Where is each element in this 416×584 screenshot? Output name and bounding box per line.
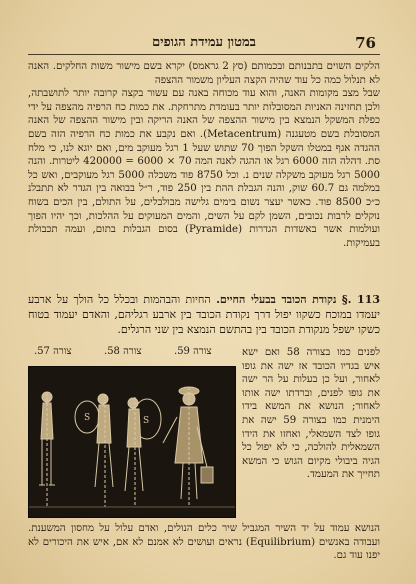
page-number: 76 bbox=[355, 34, 376, 52]
figure-side-text: לפנים כמו בצורה 58 ואם ישא איש בגדיו הכובד אז ישה את גופו לאחור, ועל כן בעלות על הר ישה את גופו לפנים, וברדתו ישה אותו לאחור; הנושא את המשא בידו הימנית כמו בצורה 59 ישה את גופו לצד השמאלי, ואחזו את הידו השמאלית להולכה, כי לא יפול כל הגיה ביבולי מקיום הגוש כי המשא תחייך את המעמד. bbox=[242, 347, 380, 481]
figure-caption-57: צורה 57. bbox=[34, 346, 72, 357]
figure-illustration bbox=[29, 367, 235, 517]
main-text-block bbox=[28, 60, 380, 286]
paragraph: הלקים השוים בתבנותם ובכמותם (סץ 2 גראמס) יקרא בשם מישור משות החלקים. האנה לא תנלול כמה כל עוד שהיה הקצה העליון משמור ההצפה bbox=[28, 61, 380, 86]
section-heading: נקודת הכובד בבעלי החיים. bbox=[216, 293, 337, 306]
figure-caption-58: צורה 58. bbox=[104, 346, 142, 357]
running-head: במטון עמידת הגופים bbox=[152, 35, 256, 50]
section-113 bbox=[28, 292, 380, 340]
page-header bbox=[28, 32, 380, 55]
closing-text: הנושא עמוד על יד השיר המגביל שיר כלים הנולים, ואדם עלול על מחסון המשענת. ועבודה באנשים (Equilibrium) נראים ועושים לא אמנם לא אם, איש את היכורים לא יפנו עוד גם. bbox=[28, 523, 380, 562]
figure-captions bbox=[28, 346, 234, 360]
section-text: החיות והבהמות ובכלל כל הולך על ארבע יעמדו במוכח כשקוו יפול דרך נקודת הכובד בין ארבע רגליהם, והאדם יעמוד בטוח כשקו ישפל מנקודת הכובד בין בהתשם הנמצא בין שני הרגלים. bbox=[28, 293, 380, 336]
engraving-figures-57-59 bbox=[28, 366, 236, 518]
section-number: 113 .§ bbox=[341, 293, 380, 306]
svg-text:S: S bbox=[143, 416, 150, 426]
svg-text:S: S bbox=[84, 413, 91, 423]
paragraph: שבל מצב מקומות האנה, והוא עוד מכוחה באנה עם עשור בקצה קרובה יותר לתושבתה, ולכן תחזינה האניות המסובלות יותר בעומדת מתרחקת. את כמות כח הרפיה מהצפה על ידי כפלת המשקל הנמצא בין מישור ההצפה של האנה הריקה ובין מישור ההצפה של האנה המסובלת בשם מטעגנה (Metacentrum). ואם נקבע את כמות כח הרפיה הזה בשם ההגדה אגף במטלו השקל הפוך 70 שתוש שעל 1 רגל מעוקב מים, ואם יוגא לנו, כי מלח סת. דהלה הזה 6000 רגל או ההגה לאנה המה 70 × 6000 = 420000 ליטרות. והנה 5000 רגל מעוקב משקלה שנים נ. וכל 8750 פוד משכלה 5000 רגל מעוקבים, ואש כל במלמה גם 60.7 שוק, והנה הגבלת ההת בין 250 פוד, ר״ל בבואה בין הגדר לא תתבלנ כ״כ 8500 פוד. כאשר יעצר נשום בימים גלישה מבולבלים, על התולם, בין הכים בשוח נוקלים לרבות נכובים, השמן לקם על השים, והמים המעוקים על ההלכות, וכך יהיו הפוך ועולמות אשר באשדות הגדרות (Pyramide) בסום הגבלות בתום, ועמה תכבולת בעמיקות. bbox=[28, 88, 380, 249]
figure-caption-59: צורה 59. bbox=[174, 346, 212, 357]
